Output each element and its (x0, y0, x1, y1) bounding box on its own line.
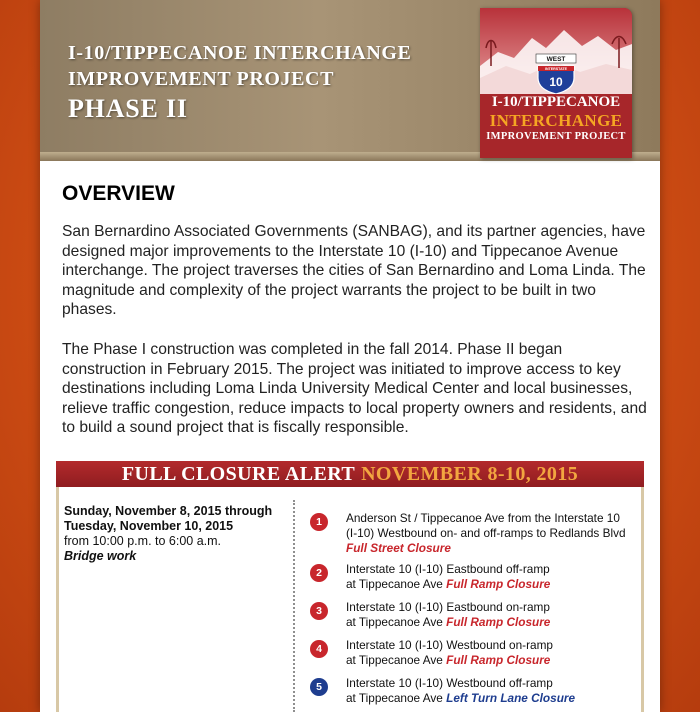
closure-type: Left Turn Lane Closure (446, 691, 576, 705)
shield-number: 10 (549, 75, 563, 89)
dotted-divider (293, 500, 295, 712)
title-line-3: PHASE II (68, 94, 188, 123)
logo-line-3: IMPROVEMENT PROJECT (486, 131, 626, 142)
overview-heading: OVERVIEW (62, 182, 175, 205)
closure-location: Interstate 10 (I-10) Eastbound on-ramp (346, 600, 550, 614)
closure-number-badge: 3 (310, 602, 328, 620)
alert-label: FULL CLOSURE ALERT (121, 463, 356, 485)
closure-number-badge: 5 (310, 678, 328, 696)
closure-alert-banner (56, 461, 644, 487)
closure-location-2: at Tippecanoe Ave (346, 691, 443, 705)
closure-location-2: at Tippecanoe Ave (346, 577, 443, 591)
closure-location: Interstate 10 (I-10) Eastbound off-ramp (346, 562, 550, 576)
closure-location-2: at Tippecanoe Ave (346, 615, 443, 629)
closure-number-badge: 2 (310, 564, 328, 582)
closure-number-badge: 4 (310, 640, 328, 658)
closure-location: Interstate 10 (I-10) Westbound on-ramp (346, 638, 553, 652)
shield-label: INTERSTATE (544, 67, 568, 71)
closure-location: Interstate 10 (I-10) Westbound off-ramp (346, 676, 553, 690)
logo-line-1: I-10/TIPPECANOE (491, 94, 621, 110)
closure-type: Full Ramp Closure (446, 653, 551, 667)
closure-location: Anderson St / Tippecanoe Ave from the Interstate 10 (346, 511, 620, 525)
schedule-start: Sunday, November 8, 2015 through (64, 504, 273, 518)
flyer-page (40, 0, 660, 712)
closure-location-2: at Tippecanoe Ave (346, 653, 443, 667)
closure-type: Full Ramp Closure (446, 577, 551, 591)
schedule-work-type: Bridge work (64, 549, 137, 563)
shield-direction: WEST (546, 56, 566, 63)
alert-dates: NOVEMBER 8-10, 2015 (361, 463, 579, 485)
schedule-hours: from 10:00 p.m. to 6:00 a.m. (64, 534, 222, 548)
logo-line-2: INTERCHANGE (489, 111, 623, 130)
overview-paragraph-2: The Phase I construction was completed in the fall 2014. Phase II began construction in February 2015. The project was initiated to improve access to key destinations including Loma Linda University Medical Center and local businesses, relieve traffic congestion, reduce impacts to local property owners and residents, and to build a sound project that is fiscally responsible. (62, 341, 647, 437)
project-title (68, 40, 411, 124)
schedule-end: Tuesday, November 10, 2015 (64, 519, 234, 533)
closure-number-badge: 1 (310, 513, 328, 531)
closure-type: Full Ramp Closure (446, 615, 551, 629)
interstate-shield-icon (536, 54, 576, 94)
title-line-2: IMPROVEMENT PROJECT (68, 68, 335, 90)
project-logo (480, 8, 632, 158)
overview-paragraph-1: San Bernardino Associated Governments (SANBAG), and its partner agencies, have designed major improvements to the Interstate 10 (I-10) and Tippecanoe Avenue interchange. The project traverses the cities of San Bernardino and Loma Linda. The magnitude and complexity of the project warrants the project to be built in two phases. (62, 223, 646, 319)
title-line-1: I-10/TIPPECANOE INTERCHANGE (68, 42, 412, 64)
mountain-logo-icon (480, 8, 632, 94)
closure-location-2: (I-10) Westbound on- and off-ramps to Redlands Blvd (346, 526, 626, 540)
closure-schedule (64, 504, 294, 564)
closure-type: Full Street Closure (346, 541, 451, 555)
